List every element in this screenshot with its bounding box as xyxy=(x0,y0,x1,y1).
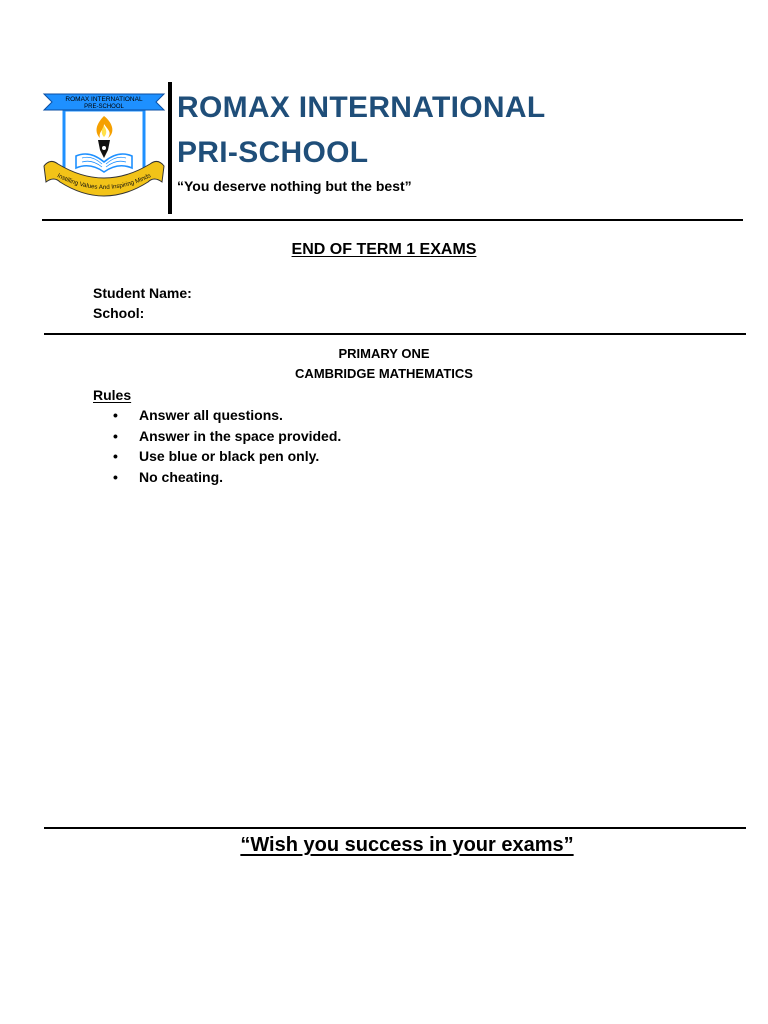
bullet-icon: • xyxy=(113,468,118,485)
rules-heading: Rules xyxy=(93,387,132,403)
header-rule xyxy=(42,219,743,221)
logo-banner-text-2: PRE-SCHOOL xyxy=(84,104,124,110)
school-logo xyxy=(42,86,166,210)
section-rule xyxy=(44,333,746,335)
school-name-line-2: PRI-SCHOOL xyxy=(177,136,369,169)
rule-text: Use blue or black pen only. xyxy=(139,448,320,464)
footer-message: “Wish you success in your exams” xyxy=(240,834,574,856)
bullet-icon: • xyxy=(113,448,118,464)
school-label: School: xyxy=(93,305,145,321)
school-motto: “You deserve nothing but the best” xyxy=(177,178,412,194)
rule-text: Answer in the space provided. xyxy=(139,427,342,444)
school-name-line-1: ROMAX INTERNATIONAL xyxy=(177,91,546,124)
rule-text: No cheating. xyxy=(139,468,224,485)
header-divider xyxy=(168,82,172,214)
subject-name: CAMBRIDGE MATHEMATICS xyxy=(295,366,473,381)
class-level: PRIMARY ONE xyxy=(338,346,430,361)
rule-text: Answer all questions. xyxy=(139,407,283,423)
logo-banner-text-1: ROMAX INTERNATIONAL xyxy=(65,96,143,103)
logo-ribbon-text: Instilling Values And Inspiring Minds xyxy=(55,172,153,192)
exam-title: END OF TERM 1 EXAMS xyxy=(291,241,477,258)
bullet-icon: • xyxy=(113,407,118,423)
student-name-label: Student Name: xyxy=(93,285,192,301)
bullet-icon: • xyxy=(113,427,118,444)
footer-rule xyxy=(44,827,746,829)
